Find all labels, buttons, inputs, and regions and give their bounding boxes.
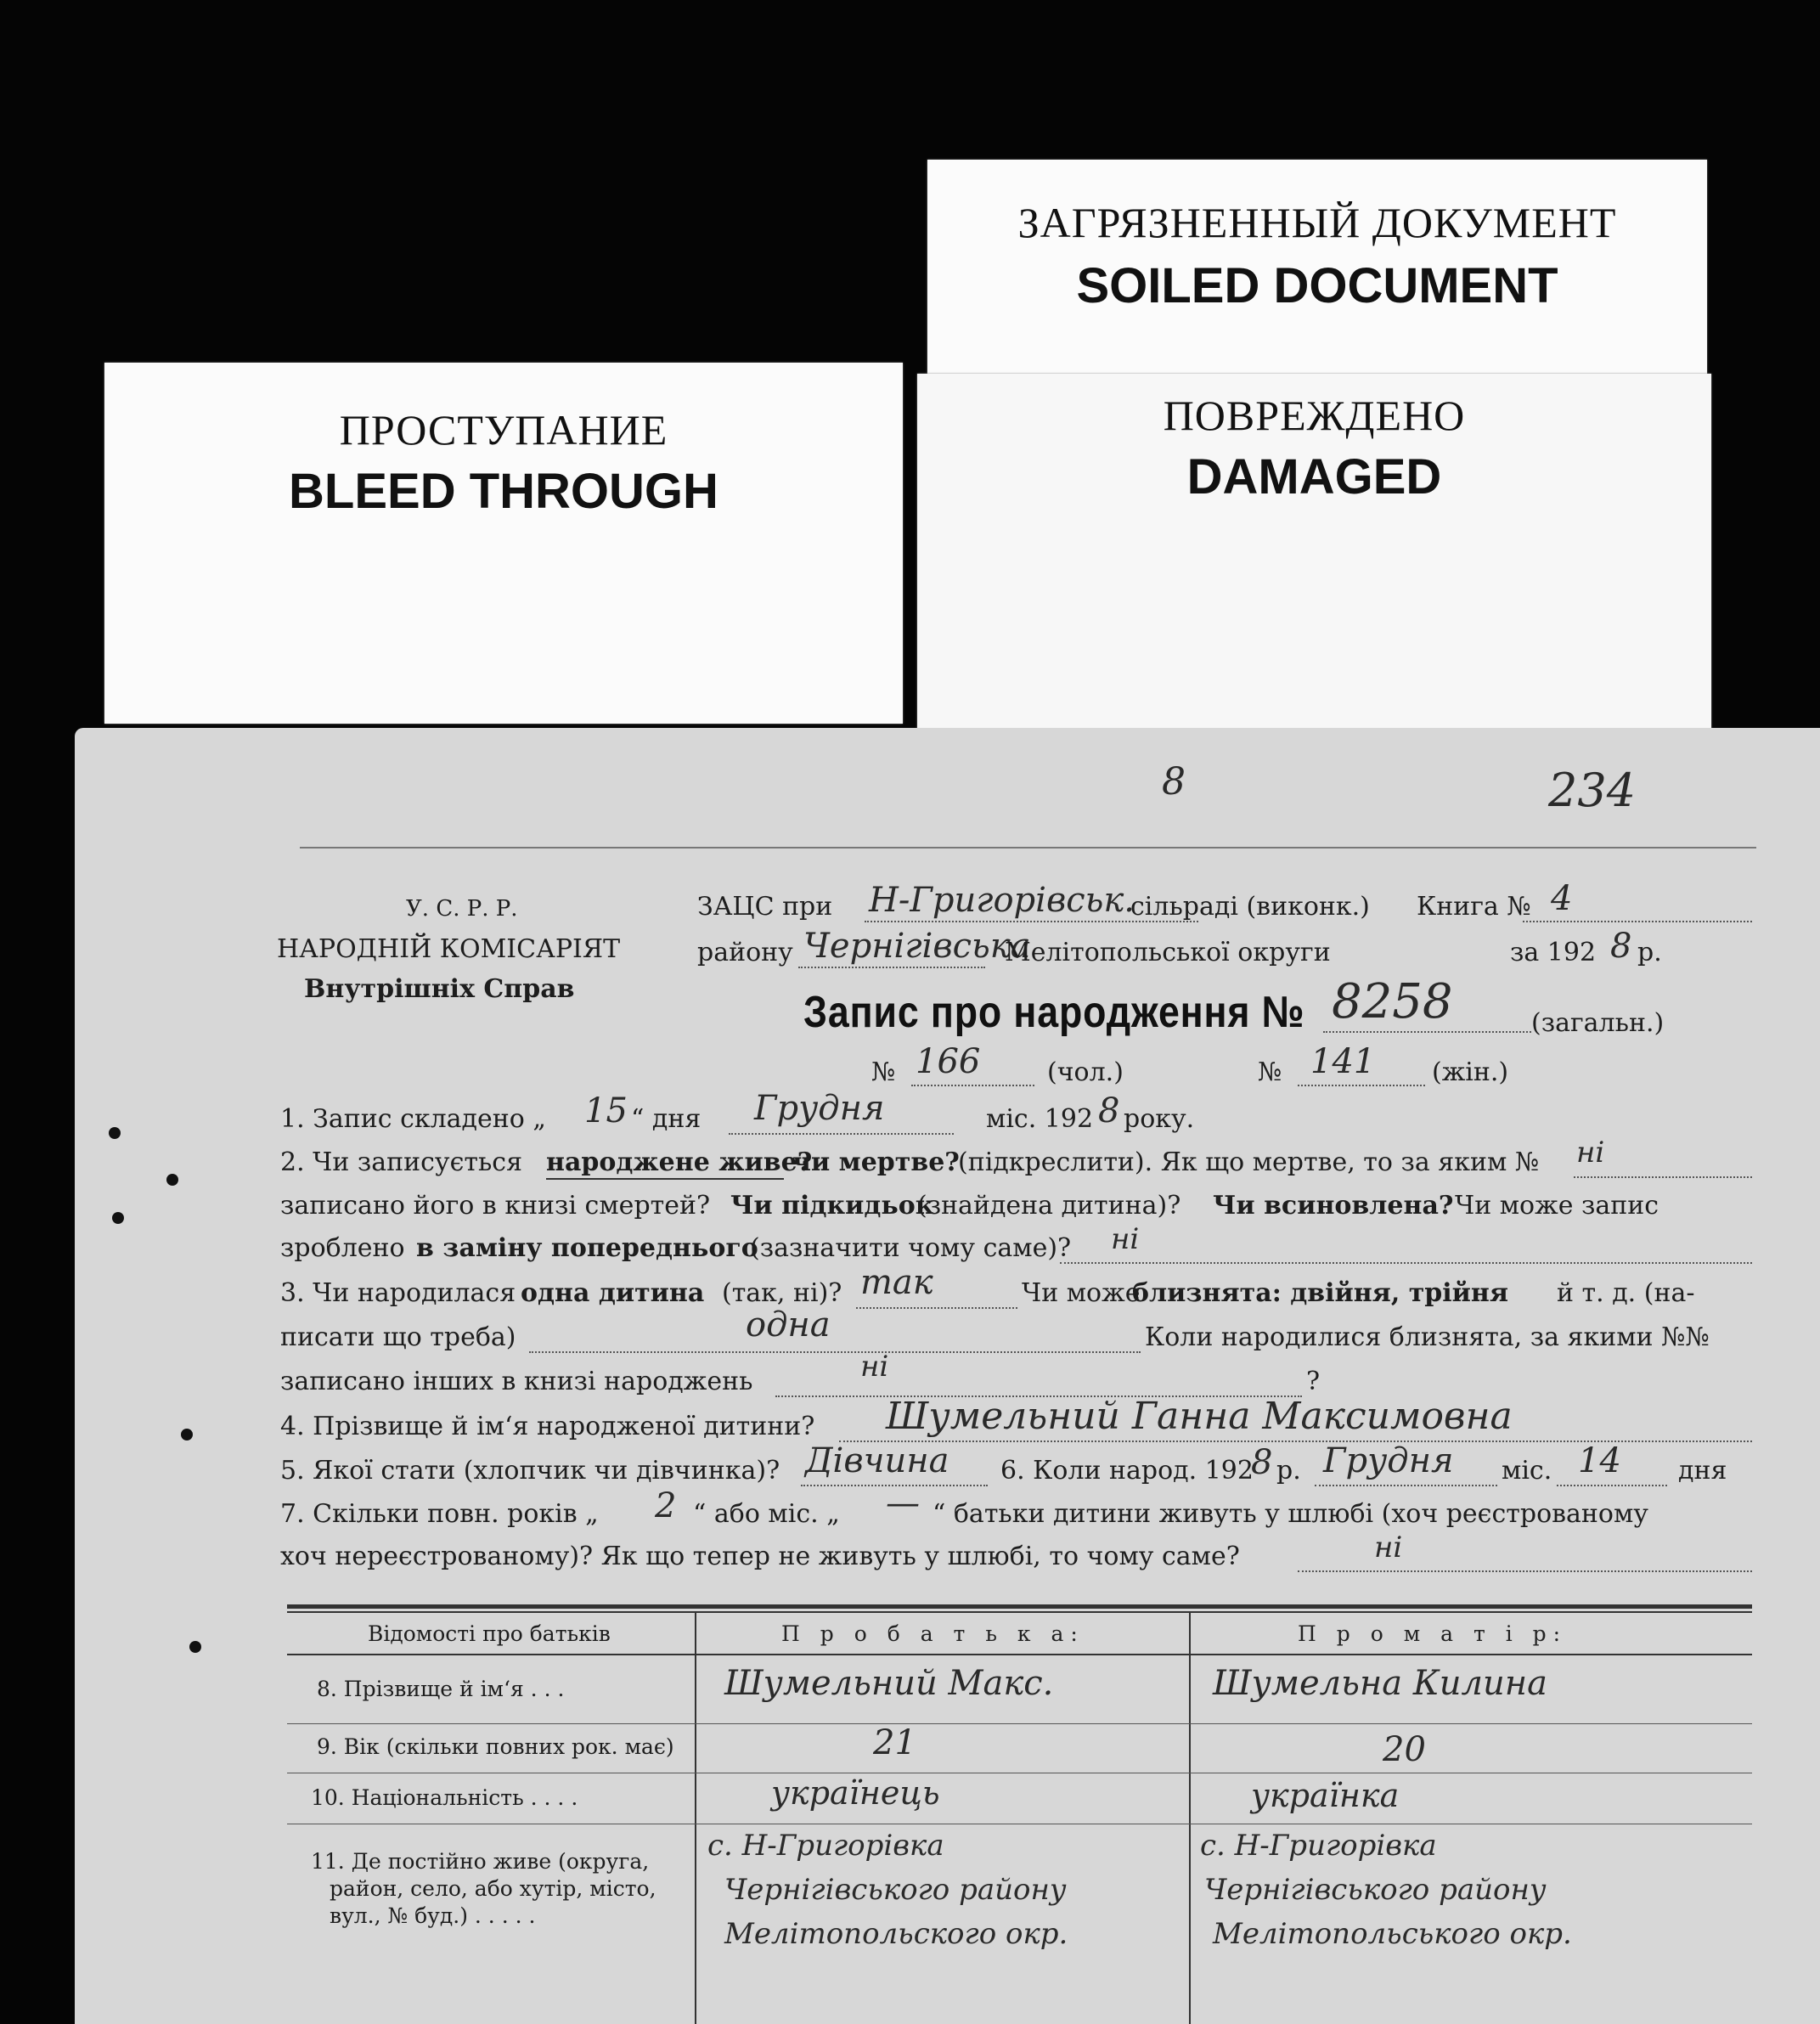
district-field (798, 967, 985, 968)
q7-years: 2 (655, 1486, 677, 1525)
q7-reason-field (1298, 1570, 1752, 1572)
q5-year: 8 (1251, 1443, 1273, 1482)
q7-reason: ні (1374, 1531, 1403, 1565)
q2-l3-c: (зазначити чому саме)? (750, 1233, 1072, 1263)
mother-age: 20 (1383, 1730, 1426, 1769)
male-field (911, 1085, 1034, 1086)
male-label: (чол.) (1047, 1057, 1124, 1087)
q7-l1-b: “ або міс. „ (693, 1499, 840, 1529)
q1-text-d: року. (1124, 1104, 1195, 1134)
q4-text: 4. Прізвище й ім‘я народженої дитини? (280, 1412, 815, 1441)
q2-l2-e: Чи може запис (1455, 1191, 1659, 1221)
row-residence-label-1: 11. Де постійно живе (округа, (311, 1849, 650, 1874)
book-number: 4 (1551, 879, 1573, 918)
q1-text-a: 1. Запис складено „ (280, 1104, 546, 1134)
q2-l3-b: в заміну попереднього (416, 1233, 758, 1263)
q5-text-b: 6. Коли народ. 192 (1000, 1456, 1254, 1486)
soiled-label-ru: ЗАГРЯЗНЕННЫЙ ДОКУМЕНТ (1017, 199, 1617, 246)
q2-death-field (1574, 1176, 1752, 1178)
table-col-divider-2 (1189, 1613, 1191, 2024)
q3-l1-d: Чи може (1022, 1278, 1141, 1308)
q3-twins-value: одна (746, 1305, 831, 1345)
table-top-rule (287, 1604, 1752, 1609)
q2-replace-field (1060, 1262, 1752, 1264)
male-number: 166 (916, 1042, 981, 1081)
father-name: Шумельний Макс. (724, 1664, 1054, 1703)
row-residence-label-3: вул., № буд.) . . . . . (330, 1903, 536, 1928)
table-top-rule-2 (287, 1611, 1752, 1613)
q7-l1-a: 7. Скільки повн. років „ (280, 1499, 599, 1529)
q1-day: 15 (584, 1091, 628, 1130)
bleed-label-ru: ПРОСТУПАНИЕ (339, 406, 668, 454)
q3-others-value: ні (860, 1350, 889, 1384)
council-label: сільраді (виконк.) (1130, 892, 1370, 922)
general-label: (загальн.) (1531, 1008, 1665, 1038)
district-value: Чернігівська (803, 927, 1031, 966)
record-title: Запис про народження № (803, 988, 1305, 1037)
female-label: (жін.) (1432, 1057, 1509, 1087)
father-residence-1: с. Н-Григорівка (707, 1829, 944, 1863)
zags-label: ЗАЦС при (697, 892, 833, 922)
row-age-label: 9. Вік (скільки повних рок. має) (317, 1734, 674, 1759)
q2-replace-value: ні (1111, 1222, 1140, 1256)
q3-one-field (856, 1307, 1017, 1309)
q1-year: 8 (1098, 1091, 1120, 1130)
header-internal-affairs: Внутрішніх Справ (304, 974, 575, 1004)
header-commissariat: НАРОДНІЙ КОМІСАРІЯТ (277, 934, 621, 964)
q7-months: — (886, 1484, 920, 1523)
punch-hole (181, 1429, 193, 1440)
damaged-label-ru: ПОВРЕЖДЕНО (1163, 392, 1466, 439)
q3-l3-a: записано інших в книзі народжень (280, 1367, 753, 1396)
row-name-label: 8. Прізвище й ім‘я . . . (317, 1677, 565, 1701)
q2-l2-b: Чи підкидьок (730, 1191, 934, 1221)
year-label: за 192 (1510, 938, 1597, 967)
mother-residence-3: Мелітопольського окр. (1213, 1917, 1572, 1951)
top-rule (300, 847, 1756, 849)
q5-day-field (1557, 1485, 1667, 1486)
q2-l1-b: народжене живе? (546, 1147, 813, 1177)
female-no-label: № (1258, 1057, 1282, 1087)
q2-l1-a: 2. Чи записується (280, 1147, 523, 1177)
q5-text-c: р. (1276, 1456, 1301, 1486)
punch-hole (166, 1174, 178, 1186)
damaged-card (917, 374, 1711, 737)
q3-twins-field (529, 1351, 1141, 1353)
center-mark: 8 (1162, 760, 1186, 803)
q5-day: 14 (1578, 1441, 1621, 1480)
okrug-label: Мелітопольської округи (1005, 938, 1331, 967)
q1-month: Грудня (754, 1089, 885, 1128)
father-nationality: українець (771, 1774, 940, 1812)
punch-hole (112, 1212, 124, 1224)
q2-l1-d: (підкреслити). Як що мертве, то за яким № (958, 1147, 1540, 1177)
mother-nationality: українка (1251, 1777, 1400, 1814)
alive-underline (546, 1178, 784, 1180)
female-number: 141 (1310, 1042, 1376, 1081)
father-residence-3: Мелітопольского окр. (724, 1917, 1068, 1951)
record-number-field (1323, 1031, 1531, 1033)
year-suffix: р. (1637, 938, 1662, 967)
q1-text-c: міс. 192 (986, 1104, 1094, 1134)
col-header-info: Відомості про батьків (368, 1621, 611, 1646)
q3-l1-a: 3. Чи народилася (280, 1278, 516, 1308)
q3-l1-c: (так, ні)? (722, 1278, 842, 1308)
q5-month: Грудня (1323, 1441, 1454, 1480)
q3-l2-a: писати що треба) (280, 1322, 516, 1352)
q5-text-a: 5. Якої стати (хлопчик чи дівчинка)? (280, 1456, 780, 1486)
q3-l3-b: ? (1306, 1367, 1321, 1396)
q2-l2-c: (знайдена дитина)? (917, 1191, 1181, 1221)
q2-l3-a: зроблено (280, 1233, 405, 1263)
book-field (1523, 921, 1752, 922)
q3-one-value: так (860, 1263, 933, 1302)
table-row-rule (287, 1723, 1752, 1724)
col-header-father: П р о б а т ь к а: (781, 1621, 1085, 1646)
punch-hole (109, 1127, 121, 1139)
header-ussr: У. С. Р. Р. (406, 896, 518, 922)
q7-l1-c: “ батьки дитини живуть у шлюбі (хоч реєстрованому (933, 1499, 1648, 1529)
q3-l2-b: Коли народилися близнята, за якими №№ (1145, 1322, 1710, 1352)
village-value: Н-Григорівськ. (869, 881, 1135, 920)
page-number: 234 (1548, 764, 1637, 817)
year-value: 8 (1610, 927, 1632, 966)
q5-text-d: міс. (1502, 1456, 1552, 1486)
soiled-label-en: SOILED DOCUMENT (1076, 258, 1558, 313)
mother-residence-2: Чернігівського району (1204, 1873, 1547, 1907)
q1-month-field (729, 1133, 954, 1135)
row-residence-label-2: район, село, або хутір, місто, (330, 1876, 656, 1901)
col-header-mother: П р о м а т і р: (1298, 1621, 1568, 1646)
q3-l1-f: й т. д. (на- (1557, 1278, 1695, 1308)
q3-l1-e: близнята: двійня, трійня (1132, 1278, 1509, 1308)
father-age: 21 (873, 1723, 916, 1762)
q5-sex: Дівчина (805, 1441, 949, 1480)
row-nationality-label: 10. Національність . . . . (311, 1785, 578, 1810)
q3-l1-b: одна дитина (521, 1278, 705, 1308)
q7-l2-a: хоч нереєстрованому)? Як що тепер не живуть у шлюбі, то чому саме? (280, 1542, 1240, 1571)
table-col-divider-1 (695, 1613, 696, 2024)
district-label: району (697, 938, 793, 967)
bleed-through-card (104, 363, 903, 724)
child-name: Шумельний Ганна Максимовна (886, 1395, 1513, 1438)
book-label: Книга № (1417, 892, 1531, 922)
q2-l2-d: Чи всиновлена? (1213, 1191, 1454, 1221)
punch-hole (189, 1641, 201, 1653)
record-number: 8258 (1332, 974, 1453, 1029)
mother-residence-1: с. Н-Григорівка (1200, 1829, 1437, 1863)
q2-death-value: ні (1576, 1136, 1605, 1170)
damaged-label-en: DAMAGED (1186, 449, 1442, 505)
birth-record-form (75, 728, 1820, 2024)
female-field (1298, 1085, 1425, 1086)
mother-name: Шумельна Килина (1213, 1664, 1547, 1703)
q5-text-e: дня (1678, 1456, 1727, 1486)
q2-l1-c: чи мертве? (792, 1147, 960, 1177)
father-residence-2: Чернігівського району (724, 1873, 1067, 1907)
q5-month-field (1315, 1485, 1497, 1486)
table-header-rule (287, 1654, 1752, 1655)
bleed-label-en: BLEED THROUGH (289, 464, 718, 519)
q1-text-b: “ дня (631, 1104, 702, 1134)
male-no-label: № (871, 1057, 896, 1087)
q2-l2-a: записано його в книзі смертей? (280, 1191, 711, 1221)
